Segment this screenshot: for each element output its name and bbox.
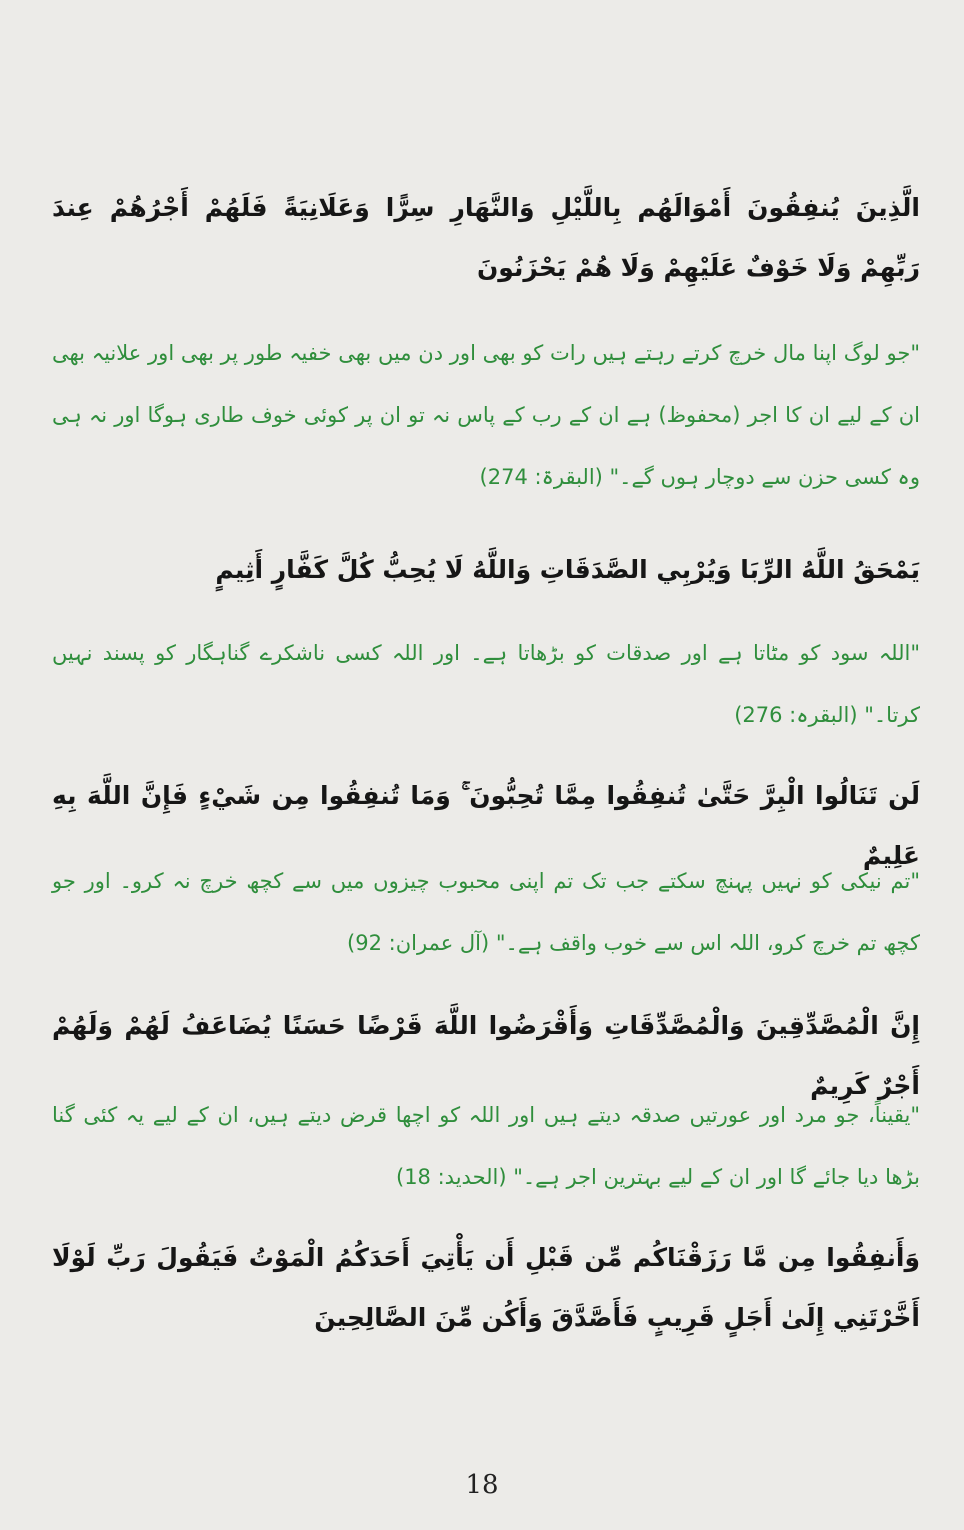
urdu-translation-4: "یقیناً، جو مرد اور عورتیں صدقہ دیتے ہیں اور اللہ کو اچھا قرض دیتے ہیں، ان کے لیے یہ کئی گنا بڑھا دیا جائے گا اور ان کے لیے بہترین اجر ہے۔" (الحدید: 18) bbox=[52, 1103, 920, 1189]
urdu-translation-2: "اللہ سود کو مٹاتا ہے اور صدقات کو بڑھاتا ہے۔ اور اللہ کسی ناشکرے گناہگار کو پسند نہیں کرتا۔" (البقرہ: 276) bbox=[52, 641, 920, 727]
urdu-translation-3: "تم نیکی کو نہیں پہنچ سکتے جب تک تم اپنی محبوب چیزوں میں سے کچھ خرچ نہ کرو۔ اور جو کچھ تم خرچ کرو، اللہ اس سے خوب واقف ہے۔" (آل عمران: 92) bbox=[52, 869, 920, 955]
arabic-verse-3: لَن تَنَالُوا الْبِرَّ حَتَّىٰ تُنفِقُوا مِمَّا تُحِبُّونَ ۚ وَمَا تُنفِقُوا مِن شَيْءٍ فَإِنَّ اللَّهَ بِهِ عَلِيمٌ bbox=[52, 781, 920, 870]
arabic-verse-5: وَأَنفِقُوا مِن مَّا رَزَقْنَاكُم مِّن قَبْلِ أَن يَأْتِيَ أَحَدَكُمُ الْمَوْتُ فَيَقُولَ رَبِّ لَوْلَا أَخَّرْتَنِي إِلَىٰ أَجَلٍ قَرِيبٍ فَأَصَّدَّقَ وَأَكُن مِّنَ الصَّالِحِينَ bbox=[52, 1243, 920, 1332]
arabic-verse-4: إِنَّ الْمُصَّدِّقِينَ وَالْمُصَّدِّقَاتِ وَأَقْرَضُوا اللَّهَ قَرْضًا حَسَنًا يُضَاعَفُ لَهُمْ وَلَهُمْ أَجْرٌ كَرِيمٌ bbox=[52, 1011, 920, 1100]
arabic-verse-2: يَمْحَقُ اللَّهُ الرِّبَا وَيُرْبِي الصَّدَقَاتِ وَاللَّهُ لَا يُحِبُّ كُلَّ كَفَّارٍ أَثِيمٍ bbox=[215, 555, 920, 584]
urdu-translation-1: "جو لوگ اپنا مال خرچ کرتے رہتے ہیں رات کو بھی اور دن میں بھی خفیہ طور پر بھی اور علانیہ بھی ان کے لیے ان کا اجر (محفوظ) ہے ان کے رب کے پاس نہ تو ان پر کوئی خوف طاری ہوگا اور نہ ہی وہ کسی حزن سے دوچار ہوں گے۔" (البقرۃ: 274) bbox=[52, 341, 920, 489]
page-number: 18 bbox=[465, 1470, 499, 1500]
arabic-verse-1: الَّذِينَ يُنفِقُونَ أَمْوَالَهُم بِاللَّيْلِ وَالنَّهَارِ سِرًّا وَعَلَانِيَةً فَلَهُمْ أَجْرُهُمْ عِندَ رَبِّهِمْ وَلَا خَوْفٌ عَلَيْهِمْ وَلَا هُمْ يَحْزَنُونَ bbox=[52, 193, 920, 282]
